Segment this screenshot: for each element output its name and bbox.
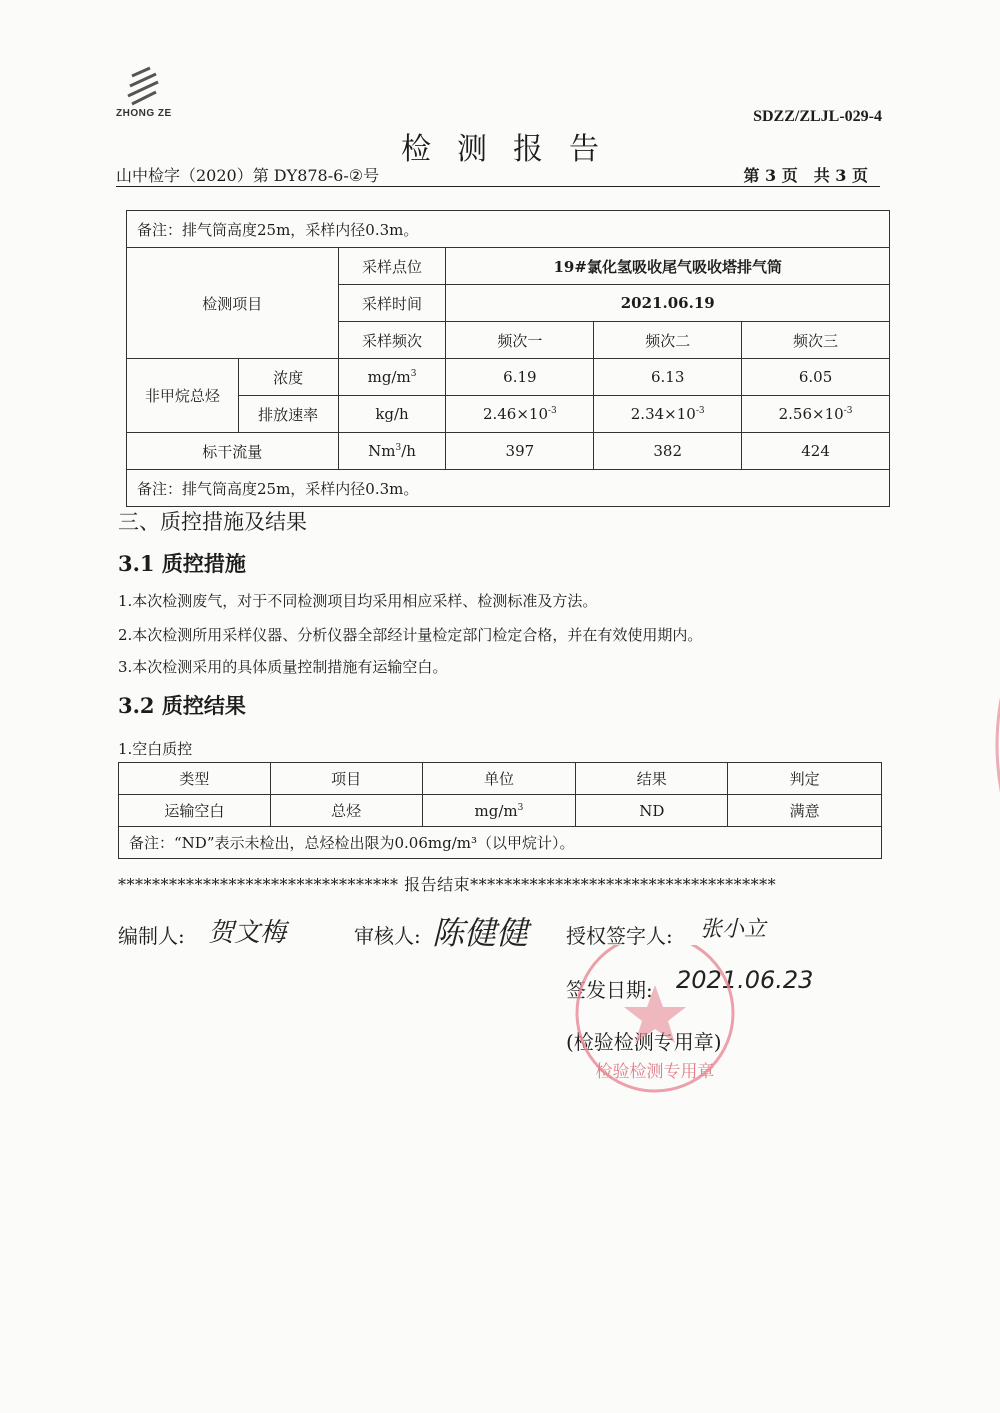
- flow-value-2: 382: [594, 433, 742, 470]
- cell-unit: $mg/m^3$: [422, 795, 576, 827]
- blank-qc-label: 1.空白质控: [118, 740, 193, 758]
- cell-judgment: 满意: [728, 795, 882, 827]
- subsection-heading-3-2: 3.2 质控结果: [118, 693, 246, 718]
- section-heading: 三、质控措施及结果: [118, 510, 307, 534]
- logo-text: ZHONG ZE: [116, 108, 172, 119]
- flow-value-1: 397: [446, 433, 594, 470]
- label-sampling-point: 采样点位: [338, 248, 446, 285]
- conc-value-3: 6.05: [742, 359, 890, 396]
- row-name-concentration: 浓度: [238, 359, 338, 396]
- document-number: 山中检字（2020）第 DY878-6-②号: [116, 166, 380, 185]
- issue-date-label: 签发日期:: [566, 978, 653, 1002]
- flow-value-3: 424: [742, 433, 890, 470]
- qc-item-2: 2.本次检测所用采样仪器、分析仪器全部经计量检定部门检定合格，并在有效使用期内。: [118, 626, 703, 644]
- unit-rate: kg/h: [338, 396, 446, 433]
- unit-flow: Nm$^3$/h: [338, 433, 446, 470]
- header-result: 结果: [576, 763, 728, 795]
- reviewer-label: 审核人:: [354, 924, 421, 948]
- qc-item-1: 1.本次检测废气，对于不同检测项目均采用相应采样、检测标准及方法。: [118, 592, 598, 610]
- freq-2: 频次二: [594, 322, 742, 359]
- table2-note: 备注：“ND”表示未检出，总烃检出限为0.06mg/m³（以甲烷计）。: [119, 827, 882, 859]
- row-name-rate: 排放速率: [238, 396, 338, 433]
- label-sampling-time: 采样时间: [338, 285, 446, 322]
- table-note-top: 备注：排气筒高度25m，采样内径0.3m。: [127, 211, 890, 248]
- rate-value-3: $2.56\times 10^{-3}$: [742, 396, 890, 433]
- signer-signature: 张小立: [700, 917, 767, 942]
- report-end-line: ********************************* 报告结束************************************: [118, 875, 777, 894]
- stamp-inner-text: 检验检测专用章: [595, 1062, 715, 1082]
- rate-value-1: $2.46\times 10^{-3}$: [446, 396, 594, 433]
- item-header: 检测项目: [127, 248, 339, 359]
- compiler-signature: 贺文梅: [208, 918, 287, 948]
- signer-label: 授权签字人:: [566, 924, 673, 948]
- unit-concentration: $mg/m^3$: [338, 359, 446, 396]
- page-title: 检测报告: [401, 132, 625, 167]
- blank-qc-table: [118, 762, 882, 859]
- side-seal-stamp: [978, 660, 1000, 830]
- conc-value-2: 6.13: [594, 359, 742, 396]
- header-judgment: 判定: [728, 763, 882, 795]
- row-name-flow: 标干流量: [127, 433, 339, 470]
- header-divider: [116, 186, 880, 187]
- emission-table: [126, 210, 890, 507]
- document-code: SDZZ/ZLJL-029-4: [753, 108, 882, 125]
- group-name: 非甲烷总烃: [127, 359, 239, 433]
- sampling-time-value: 2021.06.19: [446, 285, 890, 322]
- cell-item: 总烃: [270, 795, 422, 827]
- sampling-point-value: 19#氯化氢吸收尾气吸收塔排气筒: [446, 248, 890, 285]
- qc-item-3: 3.本次检测采用的具体质量控制措施有运输空白。: [118, 658, 448, 676]
- cell-result: ND: [576, 795, 728, 827]
- reviewer-signature: 陈健健: [432, 914, 529, 952]
- inspection-seal-stamp: [560, 945, 750, 1115]
- subsection-heading-3-1: 3.1 质控措施: [118, 551, 246, 576]
- label-frequency: 采样频次: [338, 322, 446, 359]
- header-item: 项目: [270, 763, 422, 795]
- stamp-label: (检验检测专用章): [566, 1030, 722, 1054]
- page-number: 第 3 页 共 3 页: [743, 166, 868, 185]
- table-note-bottom: 备注：排气筒高度25m，采样内径0.3m。: [127, 470, 890, 507]
- issue-date-value: 2021.06.23: [676, 966, 814, 994]
- conc-value-1: 6.19: [446, 359, 594, 396]
- cell-type: 运输空白: [119, 795, 271, 827]
- header-unit: 单位: [422, 763, 576, 795]
- rate-value-2: $2.34\times 10^{-3}$: [594, 396, 742, 433]
- freq-1: 频次一: [446, 322, 594, 359]
- compiler-label: 编制人:: [118, 924, 185, 948]
- header-type: 类型: [119, 763, 271, 795]
- freq-3: 频次三: [742, 322, 890, 359]
